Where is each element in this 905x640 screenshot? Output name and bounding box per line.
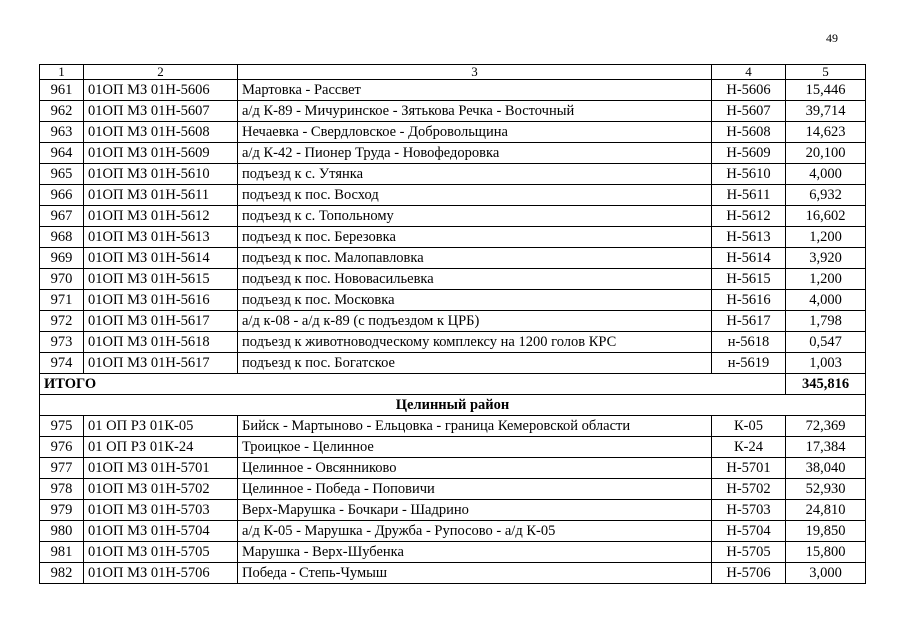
road-id: 01ОП МЗ 01Н-5703 <box>84 500 238 521</box>
header-col-5: 5 <box>786 65 866 80</box>
road-length: 20,100 <box>786 143 866 164</box>
row-number: 976 <box>40 437 84 458</box>
road-code: Н-5606 <box>712 80 786 101</box>
table-row <box>40 290 866 311</box>
row-number: 964 <box>40 143 84 164</box>
row-number: 961 <box>40 80 84 101</box>
road-name: подъезд к с. Топольному <box>238 206 712 227</box>
road-id: 01ОП МЗ 01Н-5609 <box>84 143 238 164</box>
road-length: 6,932 <box>786 185 866 206</box>
road-id: 01ОП МЗ 01Н-5606 <box>84 80 238 101</box>
total-row <box>40 374 866 395</box>
road-id: 01ОП МЗ 01Н-5612 <box>84 206 238 227</box>
road-name: Победа - Степь-Чумыш <box>238 563 712 584</box>
page-number: 49 <box>826 31 838 45</box>
road-length: 38,040 <box>786 458 866 479</box>
table-row <box>40 80 866 101</box>
header-col-3: 3 <box>238 65 712 80</box>
road-id: 01ОП МЗ 01Н-5613 <box>84 227 238 248</box>
road-code: Н-5705 <box>712 542 786 563</box>
row-number: 980 <box>40 521 84 542</box>
road-id: 01ОП МЗ 01Н-5706 <box>84 563 238 584</box>
road-length: 24,810 <box>786 500 866 521</box>
road-length: 52,930 <box>786 479 866 500</box>
road-code: Н-5701 <box>712 458 786 479</box>
road-length: 0,547 <box>786 332 866 353</box>
road-id: 01ОП МЗ 01Н-5611 <box>84 185 238 206</box>
road-length: 1,003 <box>786 353 866 374</box>
road-length: 72,369 <box>786 416 866 437</box>
row-number: 974 <box>40 353 84 374</box>
road-name: подъезд к пос. Малопавловка <box>238 248 712 269</box>
table-row <box>40 101 866 122</box>
roads-table <box>39 64 866 584</box>
road-length: 15,446 <box>786 80 866 101</box>
table-row <box>40 521 866 542</box>
road-code: Н-5612 <box>712 206 786 227</box>
road-length: 3,000 <box>786 563 866 584</box>
road-code: Н-5615 <box>712 269 786 290</box>
table-row <box>40 164 866 185</box>
road-code: Н-5609 <box>712 143 786 164</box>
row-number: 968 <box>40 227 84 248</box>
road-length: 15,800 <box>786 542 866 563</box>
row-number: 965 <box>40 164 84 185</box>
road-name: подъезд к пос. Нововасильевка <box>238 269 712 290</box>
row-number: 963 <box>40 122 84 143</box>
road-code: Н-5613 <box>712 227 786 248</box>
table-row <box>40 122 866 143</box>
total-label: ИТОГО <box>40 374 786 395</box>
road-length: 1,200 <box>786 269 866 290</box>
road-length: 1,798 <box>786 311 866 332</box>
row-number: 977 <box>40 458 84 479</box>
road-length: 19,850 <box>786 521 866 542</box>
road-code: Н-5611 <box>712 185 786 206</box>
section-row <box>40 395 866 416</box>
road-name: Троицкое - Целинное <box>238 437 712 458</box>
total-value: 345,816 <box>786 374 866 395</box>
header-col-2: 2 <box>84 65 238 80</box>
table-row <box>40 332 866 353</box>
table-row <box>40 248 866 269</box>
road-name: Бийск - Мартыново - Ельцовка - граница Кемеровской области <box>238 416 712 437</box>
road-code: Н-5616 <box>712 290 786 311</box>
row-number: 967 <box>40 206 84 227</box>
road-id: 01 ОП РЗ 01К-05 <box>84 416 238 437</box>
road-code: Н-5704 <box>712 521 786 542</box>
table-row <box>40 500 866 521</box>
road-code: Н-5703 <box>712 500 786 521</box>
row-number: 971 <box>40 290 84 311</box>
row-number: 975 <box>40 416 84 437</box>
table-row <box>40 353 866 374</box>
road-id: 01 ОП РЗ 01К-24 <box>84 437 238 458</box>
road-id: 01ОП МЗ 01Н-5607 <box>84 101 238 122</box>
header-col-1: 1 <box>40 65 84 80</box>
table-row <box>40 542 866 563</box>
road-code: Н-5610 <box>712 164 786 185</box>
road-id: 01ОП МЗ 01Н-5614 <box>84 248 238 269</box>
row-number: 966 <box>40 185 84 206</box>
table-row <box>40 143 866 164</box>
row-number: 962 <box>40 101 84 122</box>
road-code: К-05 <box>712 416 786 437</box>
road-name: а/д к-08 - а/д к-89 (с подъездом к ЦРБ) <box>238 311 712 332</box>
road-name: подъезд к пос. Березовка <box>238 227 712 248</box>
road-id: 01ОП МЗ 01Н-5705 <box>84 542 238 563</box>
roads-table-body <box>40 65 866 584</box>
table-row <box>40 458 866 479</box>
road-length: 17,384 <box>786 437 866 458</box>
row-number: 970 <box>40 269 84 290</box>
road-length: 16,602 <box>786 206 866 227</box>
road-name: а/д К-89 - Мичуринское - Зятькова Речка - Восточный <box>238 101 712 122</box>
road-code: Н-5706 <box>712 563 786 584</box>
road-name: подъезд к пос. Богатское <box>238 353 712 374</box>
road-id: 01ОП МЗ 01Н-5617 <box>84 353 238 374</box>
road-length: 4,000 <box>786 290 866 311</box>
road-name: подъезд к пос. Восход <box>238 185 712 206</box>
road-id: 01ОП МЗ 01Н-5702 <box>84 479 238 500</box>
road-id: 01ОП МЗ 01Н-5701 <box>84 458 238 479</box>
road-length: 4,000 <box>786 164 866 185</box>
table-row <box>40 563 866 584</box>
row-number: 969 <box>40 248 84 269</box>
table-header-row <box>40 65 866 80</box>
table-row <box>40 311 866 332</box>
table-row <box>40 206 866 227</box>
road-id: 01ОП МЗ 01Н-5610 <box>84 164 238 185</box>
road-name: подъезд к животноводческому комплексу на 1200 голов КРС <box>238 332 712 353</box>
row-number: 982 <box>40 563 84 584</box>
road-code: н-5619 <box>712 353 786 374</box>
road-code: Н-5614 <box>712 248 786 269</box>
table-row <box>40 269 866 290</box>
road-code: н-5618 <box>712 332 786 353</box>
road-name: Целинное - Овсянниково <box>238 458 712 479</box>
road-id: 01ОП МЗ 01Н-5617 <box>84 311 238 332</box>
table-row <box>40 437 866 458</box>
row-number: 973 <box>40 332 84 353</box>
road-name: Верх-Марушка - Бочкари - Шадрино <box>238 500 712 521</box>
header-col-4: 4 <box>712 65 786 80</box>
road-code: Н-5607 <box>712 101 786 122</box>
table-row <box>40 479 866 500</box>
road-name: Нечаевка - Свердловское - Добровольщина <box>238 122 712 143</box>
road-id: 01ОП МЗ 01Н-5704 <box>84 521 238 542</box>
section-title: Целинный район <box>40 395 866 416</box>
table-row <box>40 227 866 248</box>
road-code: Н-5702 <box>712 479 786 500</box>
road-id: 01ОП МЗ 01Н-5615 <box>84 269 238 290</box>
road-name: Целинное - Победа - Поповичи <box>238 479 712 500</box>
road-code: К-24 <box>712 437 786 458</box>
road-length: 14,623 <box>786 122 866 143</box>
road-name: подъезд к с. Утянка <box>238 164 712 185</box>
road-name: а/д К-42 - Пионер Труда - Новофедоровка <box>238 143 712 164</box>
row-number: 981 <box>40 542 84 563</box>
road-code: Н-5608 <box>712 122 786 143</box>
road-name: Мартовка - Рассвет <box>238 80 712 101</box>
road-length: 3,920 <box>786 248 866 269</box>
road-id: 01ОП МЗ 01Н-5608 <box>84 122 238 143</box>
table-row <box>40 185 866 206</box>
road-id: 01ОП МЗ 01Н-5616 <box>84 290 238 311</box>
row-number: 972 <box>40 311 84 332</box>
row-number: 979 <box>40 500 84 521</box>
road-name: Марушка - Верх-Шубенка <box>238 542 712 563</box>
road-length: 39,714 <box>786 101 866 122</box>
road-name: а/д К-05 - Марушка - Дружба - Рупосово - а/д К-05 <box>238 521 712 542</box>
road-id: 01ОП МЗ 01Н-5618 <box>84 332 238 353</box>
road-name: подъезд к пос. Московка <box>238 290 712 311</box>
road-length: 1,200 <box>786 227 866 248</box>
table-row <box>40 416 866 437</box>
road-code: Н-5617 <box>712 311 786 332</box>
row-number: 978 <box>40 479 84 500</box>
